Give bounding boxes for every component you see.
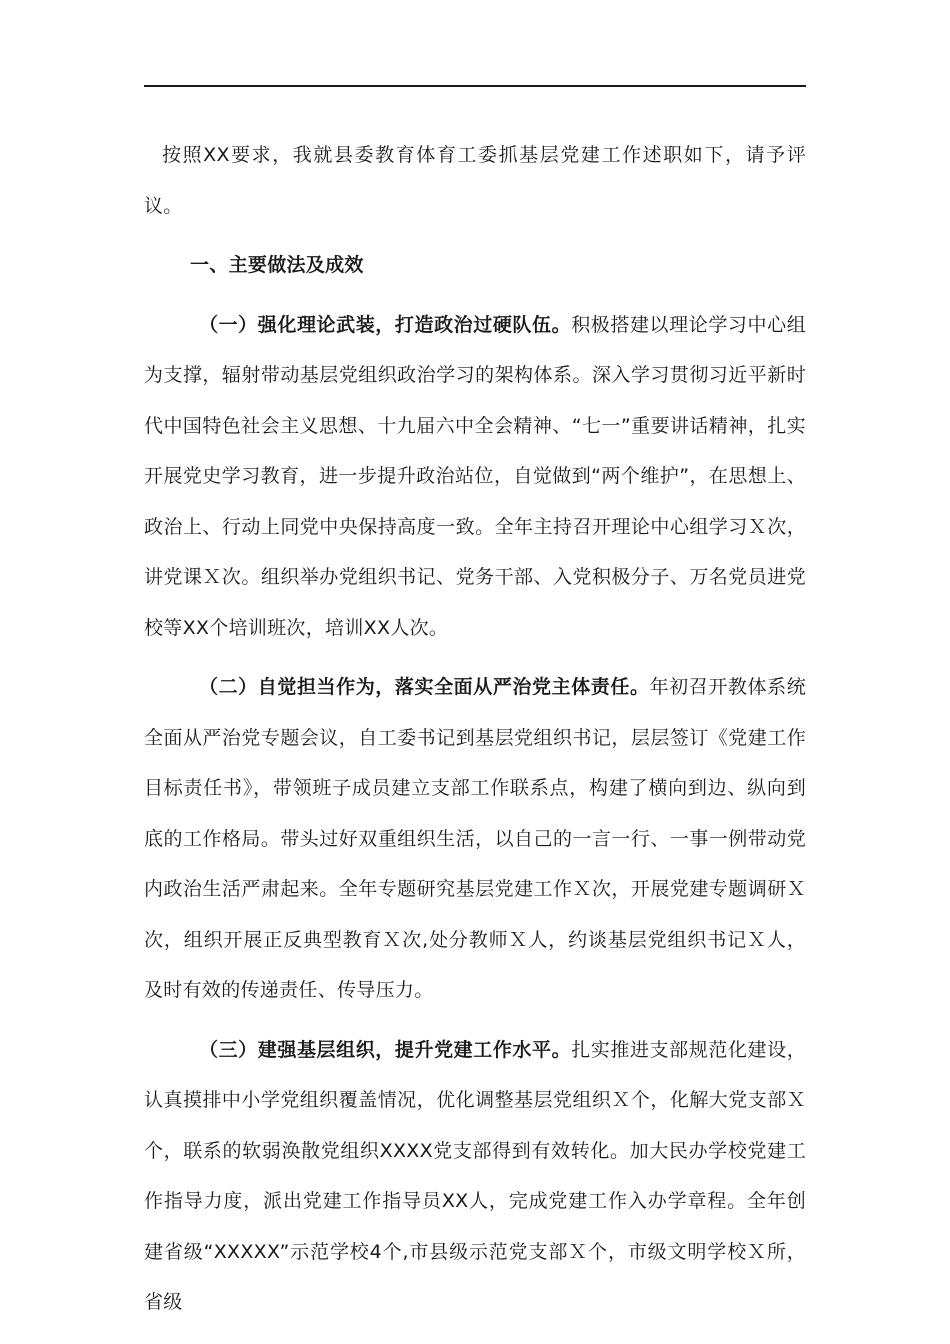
- header-rule: [144, 85, 806, 87]
- paragraph-1-text: 积极搭建以理论学习中心组为支撑，辐射带动基层党组织政治学习的架构体系。深入学习贯彻习近平新时代中国特色社会主义思想、十九届六中全会精神、“七一”重要讲话精神，扎实开展党史学习教育，进一步提升政治站位，自觉做到“两个维护”，在思想上、政治上、行动上同党中央保持高度一致。全年主持召开理论中心组学习Ｘ次，讲党课Ｘ次。组织举办党组织书记、党务干部、入党积极分子、万名党员进党校等XX个培训班次，培训XX人次。: [144, 313, 806, 639]
- paragraph-1-lead: （一）强化理论武装，打造政治过硬队伍。: [199, 313, 572, 336]
- paragraph-3-text: 扎实推进支部规范化建设，认真摸排中小学党组织覆盖情况，优化调整基层党组织Ｘ个，化解大党支部Ｘ个，联系的软弱涣散党组织XXXX党支部得到有效转化。加大民办学校党建工作指导力度，派出党建工作指导员XX人，完成党建工作入办学章程。全年创建省级“XXXXX”示范学校4个,市县级示范党支部Ｘ个，市级文明学校Ｘ所，省级: [144, 1038, 806, 1313]
- paragraph-2-lead: （二）自觉担当作为，落实全面从严治党主体责任。: [199, 676, 650, 698]
- paragraph-1: [144, 300, 806, 654]
- intro-paragraph: 按照XX要求，我就县委教育体育工委抓基层党建工作述职如下，请予评议。: [144, 144, 806, 217]
- document-body: [144, 130, 806, 1337]
- paragraph-3: [144, 1025, 806, 1328]
- paragraph-3-lead: （三）建强基层组织，提升党建工作水平。: [199, 1038, 572, 1061]
- paragraph-2-text: 年初召开教体系统全面从严治党专题会议，自工委书记到基层党组织书记，层层签订《党建工作目标责任书》，带领班子成员建立支部工作联系点，构建了横向到边、纵向到底的工作格局。带头过好双重组织生活，以自己的一言一行、一事一例带动党内政治生活严肃起来。全年专题研究基层党建工作Ｘ次，开展党建专题调研Ｘ次，组织开展正反典型教育Ｘ次,处分教师Ｘ人，约谈基层党组织书记Ｘ人，及时有效的传递责任、传导压力。: [144, 676, 806, 1001]
- section-heading: 一、主要做法及成效: [190, 254, 364, 276]
- paragraph-2: [144, 662, 806, 1016]
